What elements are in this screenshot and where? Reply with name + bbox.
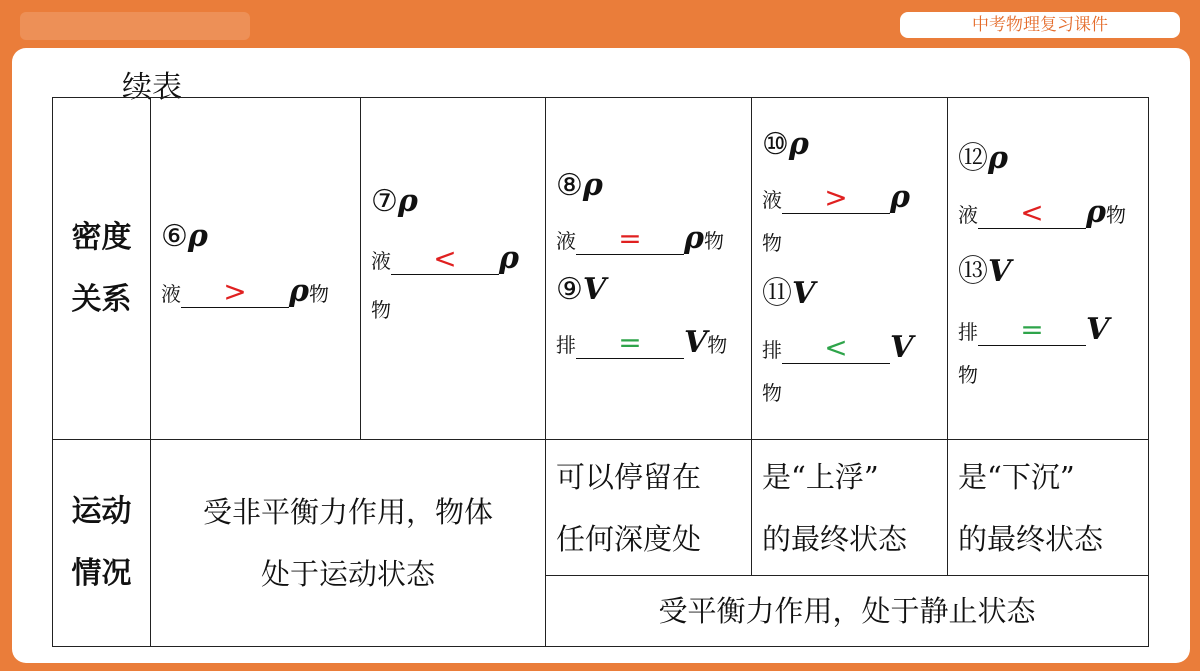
subscript-label: 液 bbox=[371, 249, 391, 273]
subscript-label: 物 bbox=[762, 231, 782, 255]
row-header-motion bbox=[53, 440, 151, 647]
density-cell-4 bbox=[752, 98, 948, 440]
subscript-label: 液 bbox=[958, 203, 978, 227]
row-header-text: 运动 bbox=[71, 494, 132, 529]
v-symbol: V bbox=[792, 276, 816, 311]
density-cell-5 bbox=[948, 98, 1149, 440]
answer-blank: > bbox=[181, 277, 289, 308]
title-placeholder bbox=[20, 12, 250, 40]
v-symbol: V bbox=[582, 271, 607, 307]
subscript-label: 液 bbox=[556, 228, 576, 253]
cell-text: 的最终状态 bbox=[762, 521, 908, 556]
motion-cell-sink bbox=[948, 440, 1149, 576]
rho-symbol: ρ bbox=[582, 167, 603, 203]
circled-number: ⑩ bbox=[762, 127, 789, 162]
subtitle: 续表 bbox=[122, 70, 182, 105]
table-row-density bbox=[53, 98, 1149, 440]
rho-symbol: ρ bbox=[988, 141, 1008, 176]
answer-blank: = bbox=[576, 328, 684, 359]
cell-text: 是“下沉” bbox=[958, 459, 1075, 494]
subscript-label: 物 bbox=[371, 298, 391, 322]
subscript-label: 排 bbox=[958, 320, 978, 344]
density-cell-1 bbox=[151, 98, 361, 440]
density-cell-3 bbox=[546, 98, 752, 440]
rho-symbol: ρ bbox=[890, 180, 910, 215]
subscript-label: 物 bbox=[308, 281, 329, 306]
circled-number: ⑪ bbox=[762, 276, 792, 311]
subscript-label: 液 bbox=[161, 281, 181, 306]
density-cell-2 bbox=[361, 98, 546, 440]
answer-blank: < bbox=[978, 198, 1086, 229]
motion-cell-unbalanced bbox=[151, 440, 546, 647]
rho-symbol: ρ bbox=[1086, 195, 1106, 230]
cell-text: 是“上浮” bbox=[762, 459, 879, 494]
row-header-density bbox=[53, 98, 151, 440]
circled-number: ⑧ bbox=[556, 167, 583, 203]
subscript-label: 物 bbox=[707, 332, 728, 357]
cell-text: 的最终状态 bbox=[958, 521, 1104, 556]
subscript-label: 物 bbox=[958, 363, 978, 387]
cell-text: 任何深度处 bbox=[556, 521, 702, 556]
rho-symbol: ρ bbox=[684, 220, 704, 256]
answer-blank: < bbox=[782, 333, 890, 364]
rho-symbol: ρ bbox=[499, 241, 519, 276]
row-header-text: 密度 bbox=[71, 219, 132, 255]
subscript-label: 物 bbox=[703, 228, 724, 253]
answer-blank: = bbox=[576, 224, 684, 255]
comparison-table bbox=[52, 97, 1149, 647]
course-badge: 中考物理复习课件 bbox=[900, 12, 1180, 38]
circled-number: ⑬ bbox=[958, 254, 988, 289]
row-header-text: 关系 bbox=[71, 281, 132, 317]
answer-blank: > bbox=[782, 183, 890, 214]
subscript-label: 液 bbox=[762, 188, 782, 212]
row-header-text: 情况 bbox=[71, 556, 132, 591]
subscript-label: 物 bbox=[762, 381, 782, 405]
motion-cell-balanced: 受平衡力作用，处于静止状态 bbox=[546, 576, 1149, 647]
subscript-label: 物 bbox=[1105, 203, 1126, 227]
circled-number: ⑫ bbox=[958, 141, 988, 176]
v-symbol: V bbox=[684, 324, 708, 360]
cell-text: 可以停留在 bbox=[556, 459, 702, 494]
rho-symbol: ρ bbox=[289, 273, 309, 309]
rho-symbol: ρ bbox=[788, 127, 809, 162]
v-symbol: V bbox=[988, 254, 1012, 289]
cell-text: 处于运动状态 bbox=[260, 557, 435, 591]
circled-number: ⑨ bbox=[556, 271, 583, 307]
answer-blank: < bbox=[391, 244, 499, 275]
v-symbol: V bbox=[1086, 312, 1110, 347]
subscript-label: 排 bbox=[556, 332, 576, 357]
rho-symbol: ρ bbox=[187, 218, 208, 254]
cell-text: 受非平衡力作用，物体 bbox=[202, 495, 493, 529]
answer-blank: = bbox=[978, 315, 1086, 346]
motion-cell-suspend bbox=[546, 440, 752, 576]
circled-number: ⑦ bbox=[371, 184, 398, 219]
motion-cell-float bbox=[752, 440, 948, 576]
v-symbol: V bbox=[890, 330, 914, 365]
subscript-label: 排 bbox=[762, 338, 782, 362]
rho-symbol: ρ bbox=[397, 184, 418, 219]
circled-number: ⑥ bbox=[161, 218, 188, 254]
table-row-motion bbox=[53, 440, 1149, 576]
